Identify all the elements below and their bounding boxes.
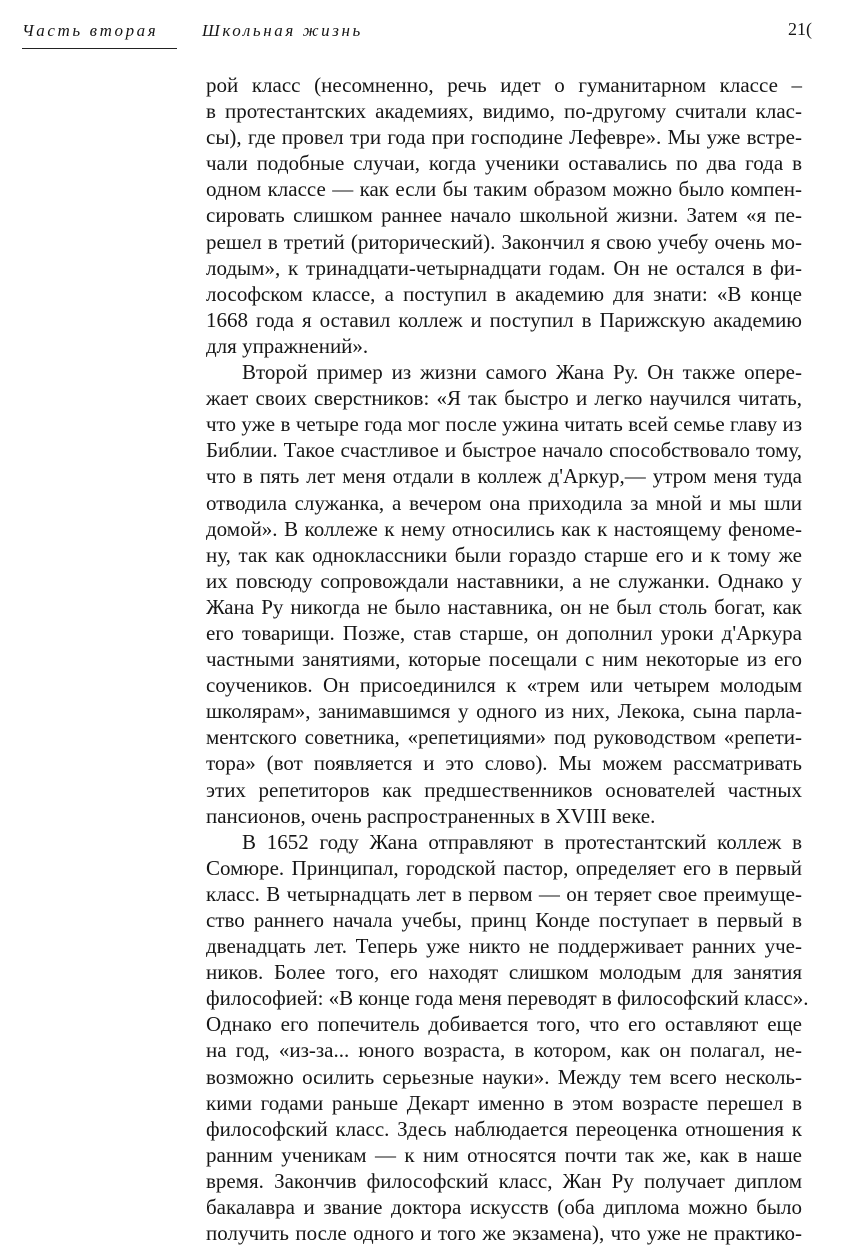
header-rule: [22, 48, 177, 49]
text-line: одном классе — как если бы таким образом можно было компен-: [206, 177, 802, 202]
body-text: [206, 72, 809, 1246]
text-line: в протестантских академиях, видимо, по-другому считали клас-: [206, 99, 802, 124]
header-part-title: Часть вторая: [22, 21, 159, 40]
text-line: тора» (вот появляется и это слово). Мы можем рассматривать: [206, 751, 802, 776]
text-line: решел в третий (риторический). Закончил я свою учебу очень мо-: [206, 229, 802, 254]
text-line: ну, так как одноклассники были гораздо старше его и к тому же: [206, 542, 802, 567]
text-line: возможно осилить серьезные науки». Между тем всего несколь-: [206, 1064, 802, 1089]
text-line: рой класс (несомненно, речь идет о гуманитарном классе –: [206, 73, 802, 97]
page-number: 21(: [788, 19, 812, 39]
text-line: для упражнений».: [206, 333, 369, 358]
text-line: В 1652 году Жана отправляют в протестантский коллеж в: [242, 829, 802, 854]
text-line: сировать слишком раннее начало школьной жизни. Затем «я пе-: [206, 203, 802, 228]
text-line: что уже в четыре года мог после ужина читать всей семье главу из: [206, 412, 802, 437]
text-line: 1668 года я оставил коллеж и поступил в Парижскую академию: [206, 307, 802, 332]
text-line: жает своих сверстников: «Я так быстро и легко научился читать,: [206, 386, 802, 411]
text-line: философский класс. Здесь наблюдается переоценка отношения к: [206, 1116, 802, 1141]
text-line: их повсюду сопровождали наставники, а не служанки. Однако у: [206, 568, 802, 593]
header-chapter-title: Школьная жизнь: [202, 21, 363, 40]
text-line: лодым», к тринадцати-четырнадцати годам. Он не остался в фи-: [206, 255, 802, 280]
text-line: лософском классе, а поступил в академию для знати: «В конце: [206, 281, 802, 306]
text-line: философией: «В конце года меня переводят в философский класс».: [206, 986, 809, 1011]
text-line: ников. Более того, его находят слишком молодым для занятия: [206, 960, 802, 985]
text-line: время. Закончив философский класс, Жан Ру получает диплом: [206, 1168, 802, 1193]
text-line: его товарищи. Позже, став старше, он дополнил уроки д'Аркура: [206, 620, 802, 645]
text-line: что в пять лет меня отдали в коллеж д'Аркур,— утром меня туда: [206, 464, 802, 489]
text-line: бакалавра и звание доктора искусств (оба диплома можно было: [206, 1195, 802, 1220]
text-line: двенадцать лет. Теперь уже никто не поддерживает ранних уче-: [206, 934, 802, 959]
text-line: ство раннего начала учебы, принц Конде поступает в первый в: [206, 908, 802, 932]
text-line: на год, «из-за... юного возраста, в котором, как он полагал, не-: [206, 1038, 802, 1063]
text-line: Библии. Такое счастливое и быстрое начало способствовало тому,: [206, 438, 802, 463]
text-line: Второй пример из жизни самого Жана Ру. Он также опере-: [242, 360, 802, 385]
running-header: [22, 14, 812, 48]
text-line: сы), где провел три года при господине Лефевре». Мы уже встре-: [206, 125, 802, 150]
text-line: чали подобные случаи, когда ученики оставались по два года в: [206, 151, 802, 176]
text-line: пансионов, очень распространенных в XVIII веке.: [206, 803, 656, 828]
text-line: этих репетиторов как предшественников основателей частных: [206, 777, 802, 802]
text-line: Сомюре. Принципал, городской пастор, определяет его в первый: [206, 855, 802, 880]
text-line: класс. В четырнадцать лет в первом — он теряет свое преимуще-: [206, 881, 802, 906]
text-line: Однако его попечитель добивается того, что его оставляют еще: [206, 1012, 802, 1037]
text-line: соучеников. Он присоединился к «трем или четырем молодым: [206, 673, 802, 698]
text-line: ментского советника, «репетициями» под руководством «репети-: [206, 725, 802, 750]
text-line: получить после одного и того же экзамена), что уже не практико-: [206, 1221, 802, 1246]
text-line: домой». В коллеже к нему относились как к настоящему феноме-: [206, 516, 802, 541]
text-line: ранним ученикам — к ним относятся почти так же, как в наше: [206, 1142, 802, 1167]
text-line: частными занятиями, которые посещали с ним некоторые из его: [206, 647, 802, 672]
text-line: Жана Ру никогда не было наставника, он не был столь богат, как: [206, 594, 802, 619]
text-line: кими годами раньше Декарт именно в этом возрасте перешел в: [206, 1090, 802, 1115]
text-line: школярам», занимавшимся у одного из них, Лекока, сына парла-: [206, 699, 802, 724]
text-line: отводила служанка, а вечером она приходила за мной и мы шли: [206, 490, 802, 515]
